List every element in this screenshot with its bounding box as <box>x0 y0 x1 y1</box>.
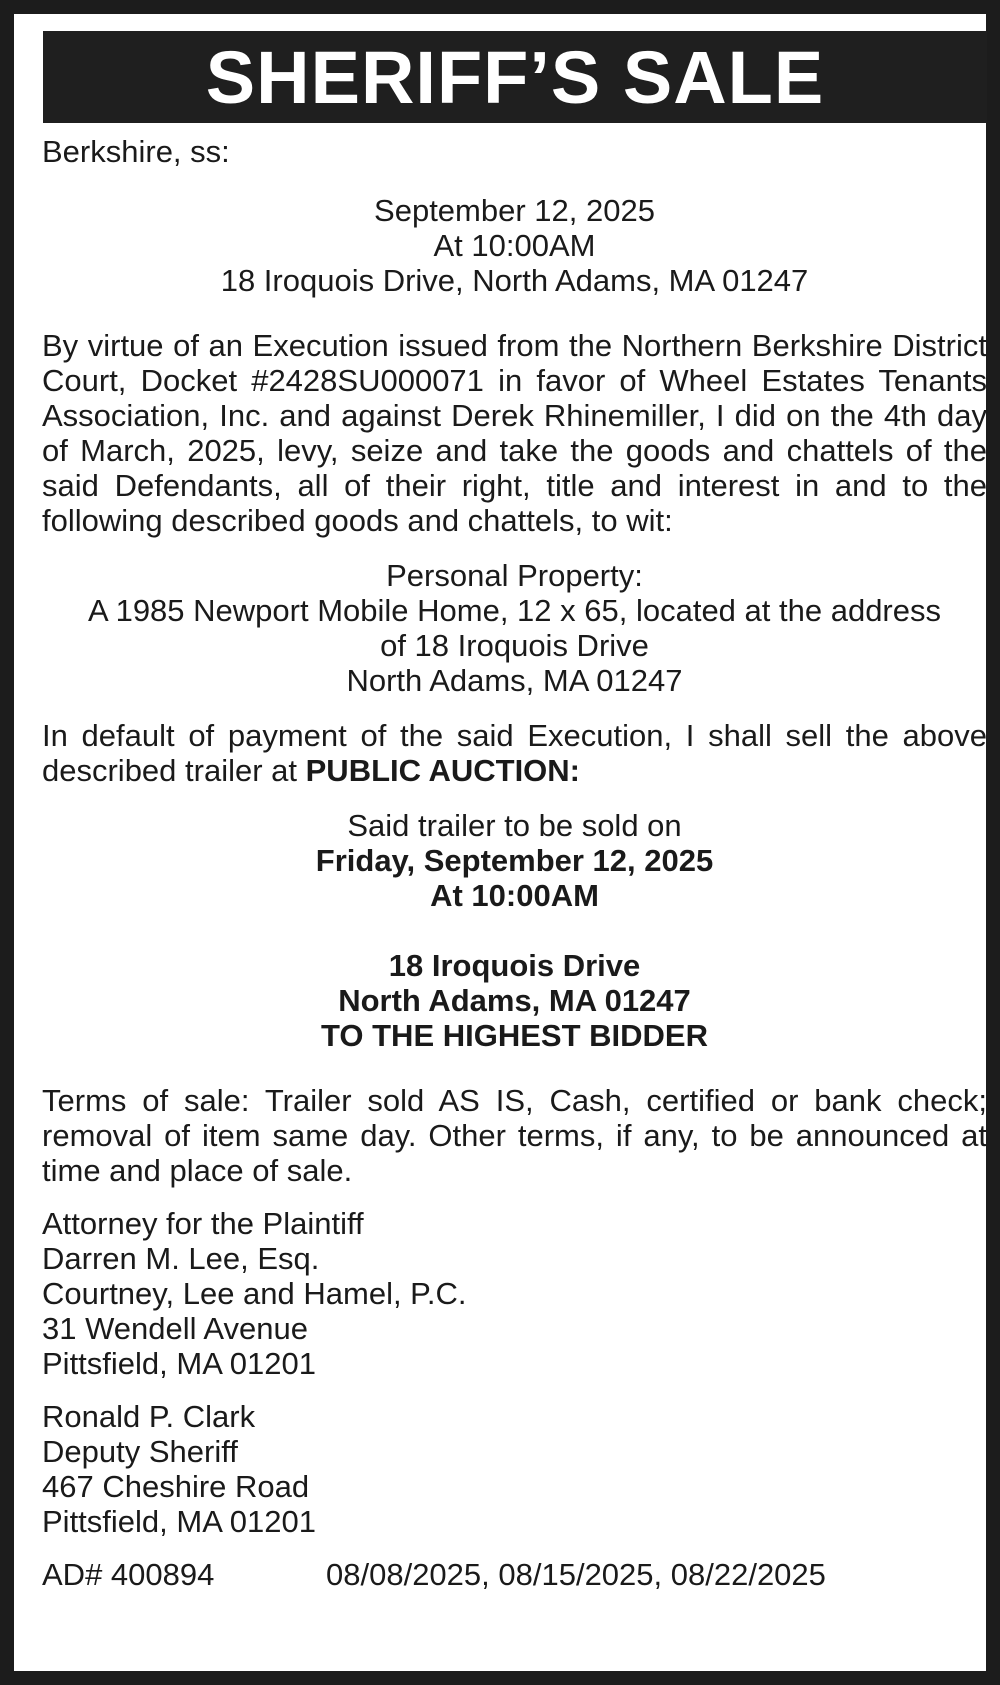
auction-street: 18 Iroquois Drive <box>388 948 641 983</box>
attorney-firm: Courtney, Lee and Hamel, P.C. <box>42 1276 467 1311</box>
default-text: In default of payment of the said Execution, I shall sell the above described trailer at <box>42 718 987 788</box>
auction-block <box>42 808 987 1053</box>
sale-header <box>42 193 987 298</box>
venue-line: Berkshire, ss: <box>42 134 230 169</box>
property-block <box>42 558 987 698</box>
auction-time: At 10:00AM <box>430 878 599 913</box>
property-line-1: A 1985 Newport Mobile Home, 12 x 65, located at the address <box>88 593 941 628</box>
attorney-role: Attorney for the Plaintiff <box>42 1206 364 1241</box>
sale-date: September 12, 2025 <box>374 193 655 228</box>
ad-line <box>42 1557 987 1592</box>
sheriff-name: Ronald P. Clark <box>42 1399 256 1434</box>
default-paragraph <box>42 718 987 788</box>
ad-dates: 08/08/2025, 08/15/2025, 08/22/2025 <box>326 1557 826 1592</box>
sheriff-title: Deputy Sheriff <box>42 1434 238 1469</box>
property-heading: Personal Property: <box>386 558 643 593</box>
public-auction-label: PUBLIC AUCTION: <box>305 753 581 788</box>
property-line-2: of 18 Iroquois Drive <box>380 628 649 663</box>
ad-number: AD# 400894 <box>42 1557 215 1592</box>
auction-date: Friday, September 12, 2025 <box>315 843 714 878</box>
attorney-name: Darren M. Lee, Esq. <box>42 1241 320 1276</box>
attorney-street: 31 Wendell Avenue <box>42 1311 309 1346</box>
notice-title: SHERIFF’S SALE <box>43 31 987 123</box>
notice-body <box>42 134 987 1592</box>
attorney-city: Pittsfield, MA 01201 <box>42 1346 316 1381</box>
sheriff-street: 467 Cheshire Road <box>42 1469 310 1504</box>
intro-paragraph: By virtue of an Execution issued from the Northern Berkshire District Court, Docket #2428SU000071 in favor of Wheel Estates Tenants Association, Inc. and against Derek Rhinemiller, I did on the 4th day of March, 2025, levy, seize and take the goods and chattels of the said Defendants, all of their right, title and interest in and to the following described goods and chattels, to wit: <box>42 328 987 538</box>
auction-bidder: TO THE HIGHEST BIDDER <box>321 1018 708 1053</box>
auction-intro: Said trailer to be sold on <box>347 808 682 843</box>
sale-address: 18 Iroquois Drive, North Adams, MA 01247 <box>220 263 809 298</box>
auction-city: North Adams, MA 01247 <box>338 983 691 1018</box>
property-line-3: North Adams, MA 01247 <box>346 663 683 698</box>
sale-time: At 10:00AM <box>433 228 596 263</box>
sheriff-city: Pittsfield, MA 01201 <box>42 1504 316 1539</box>
sheriff-block <box>42 1399 987 1539</box>
terms-paragraph: Terms of sale: Trailer sold AS IS, Cash, certified or bank check; removal of item same day. Other terms, if any, to be announced at time and place of sale. <box>42 1083 987 1188</box>
attorney-block <box>42 1206 987 1381</box>
